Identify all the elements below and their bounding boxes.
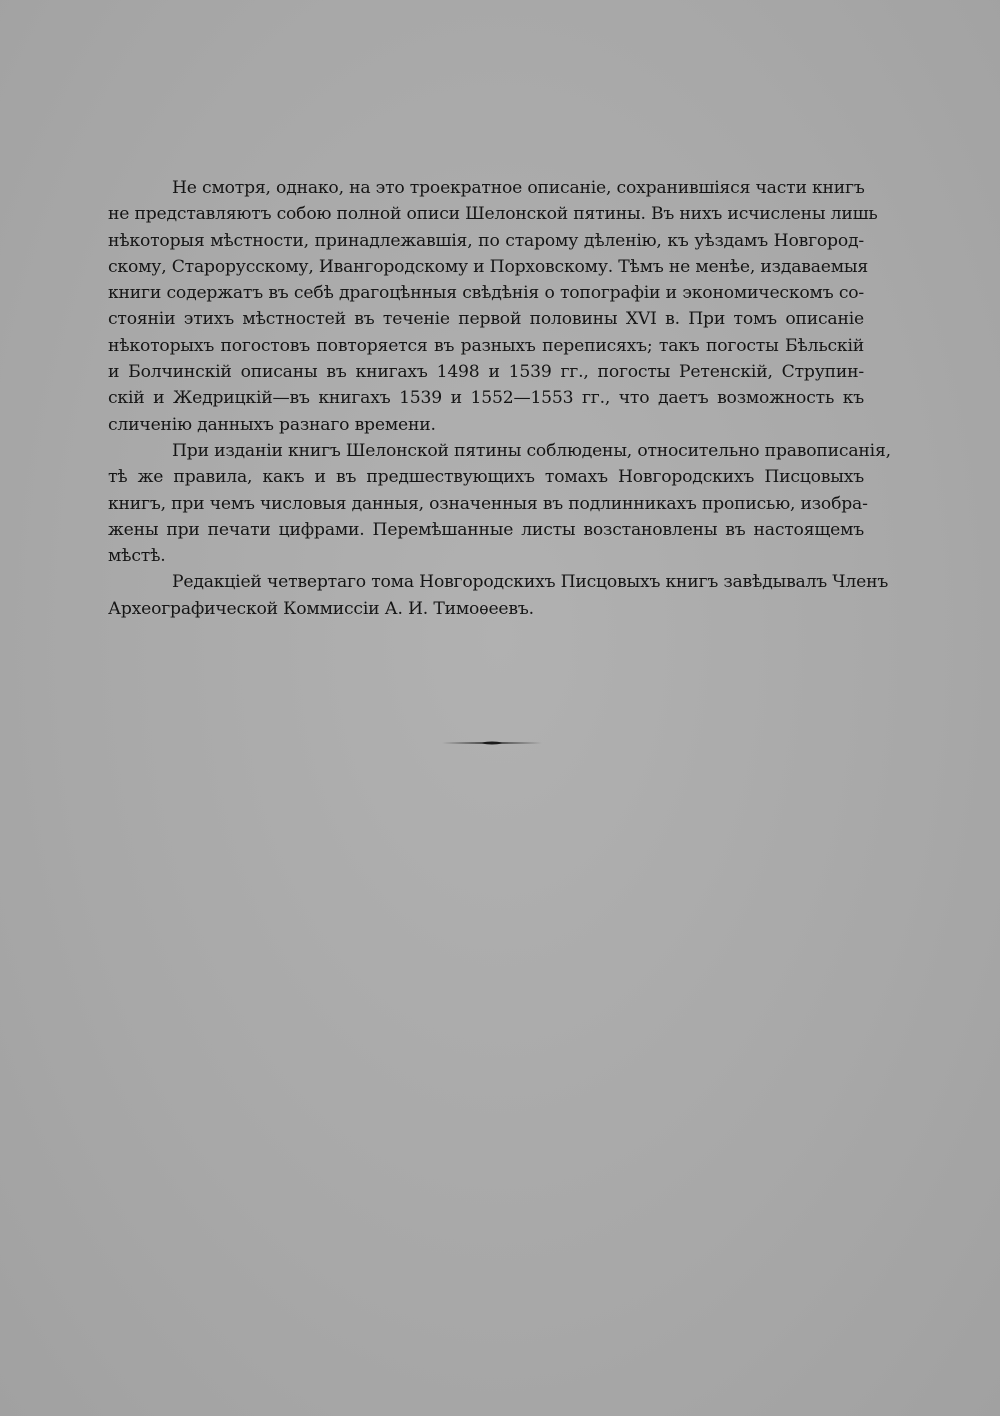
text-line: и Болчинскій описаны въ книгахъ 1498 и 1539 гг., погосты Ретенскій, Струпин- <box>108 362 864 383</box>
text-line: Археографической Коммиссіи А. И. Тимоѳеевъ. <box>108 598 534 619</box>
text-line: скій и Жедрицкій—въ книгахъ 1539 и 1552—1553 гг., что даетъ возможность къ <box>108 388 864 409</box>
text-body <box>108 175 891 622</box>
text-line: книгъ, при чемъ числовыя данныя, означенныя въ подлинникахъ прописью, изобра- <box>108 493 868 514</box>
paragraph-2 <box>108 438 891 569</box>
text-line: сличенію данныхъ разнаго времени. <box>108 414 436 435</box>
text-line: Не смотря, однако, на это троекратное описаніе, сохранившіяся части книгъ <box>172 178 865 198</box>
text-line: Редакціей четвертаго тома Новгородскихъ Писцовыхъ книгъ завѣдывалъ Членъ <box>172 572 889 593</box>
text-line: нѣкоторыхъ погостовъ повторяется въ разныхъ переписяхъ; такъ погосты Бѣльскій <box>108 335 864 356</box>
text-line: нѣкоторыя мѣстности, принадлежавшія, по старому дѣленію, къ уѣздамъ Новгород- <box>108 230 864 251</box>
text-line: не представляютъ собою полной описи Шелонской пятины. Въ нихъ исчислены лишь <box>108 204 878 225</box>
text-line: книги содержатъ въ себѣ драгоцѣнныя свѣдѣнія о топографіи и экономическомъ со- <box>108 283 864 304</box>
text-line: мѣстѣ. <box>108 546 166 567</box>
paragraph-3 <box>108 569 889 622</box>
paragraph-1 <box>108 175 878 438</box>
text-line: жены при печати цифрами. Перемѣшанные листы возстановлены въ настоящемъ <box>108 519 864 540</box>
text-line: тѣ же правила, какъ и въ предшествующихъ томахъ Новгородскихъ Писцовыхъ <box>108 467 864 488</box>
text-line: При изданіи книгъ Шелонской пятины соблюдены, относительно правописанія, <box>172 440 891 461</box>
text-line: стояніи этихъ мѣстностей въ теченіе первой половины XVI в. При томъ описаніе <box>108 309 864 330</box>
separator-rule <box>442 738 542 748</box>
text-line: скому, Старорусскому, Ивангородскому и Порховскому. Тѣмъ не менѣе, издаваемыя <box>108 256 869 277</box>
